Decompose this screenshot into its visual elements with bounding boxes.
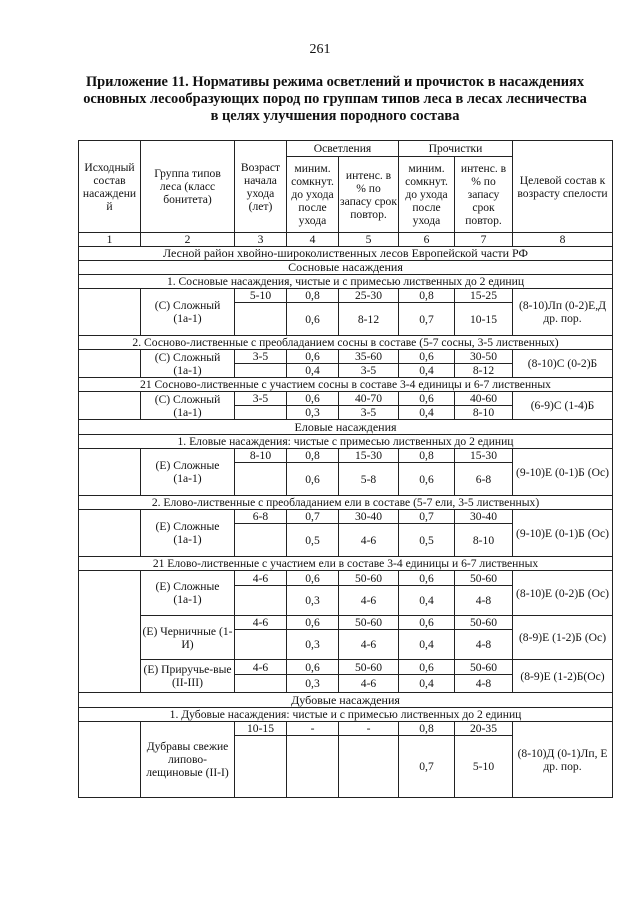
initial-composition-cell (79, 350, 141, 378)
initial-composition-cell (79, 510, 141, 557)
column-number: 6 (399, 233, 455, 247)
cleaning-intensity-cell: 8-12 (455, 364, 513, 378)
cleaning-intensity-cell: 8-10 (455, 406, 513, 420)
start-age-cell (235, 675, 287, 693)
clarify-density-cell: 0,4 (287, 364, 339, 378)
initial-composition-cell (79, 722, 141, 798)
column-number: 1 (79, 233, 141, 247)
region-row: Лесной район хвойно-широколиственных лесов Европейской части РФ (79, 247, 613, 261)
clarify-density-cell: 0,6 (287, 660, 339, 675)
cleaning-density-cell: 0,4 (399, 675, 455, 693)
cleaning-density-cell: 0,8 (399, 722, 455, 736)
clarify-density-cell: 0,3 (287, 406, 339, 420)
forest-type-cell: (С) Сложный (1а-1) (141, 392, 235, 420)
target-composition-cell: (9-10)Е (0-1)Б (Ос) (513, 510, 613, 557)
start-age-cell: 10-15 (235, 722, 287, 736)
header-forest-type: Группа типов леса (класс бонитета) (141, 141, 235, 233)
start-age-cell (235, 524, 287, 557)
page-number: 261 (309, 42, 331, 57)
start-age-cell: 4-6 (235, 571, 287, 586)
subsection-row: 1. Сосновые насаждения, чистые и с примесью лиственных до 2 единиц (79, 275, 613, 289)
cleaning-density-cell: 0,6 (399, 392, 455, 406)
target-composition-cell: (8-10)Е (0-2)Б (Ос) (513, 571, 613, 616)
clarify-intensity-cell: 30-40 (339, 510, 399, 524)
forest-type-cell: (С) Сложный (1а-1) (141, 350, 235, 378)
cleaning-density-cell: 0,6 (399, 571, 455, 586)
subsection-row: 1. Дубовые насаждения: чистые и с примесью лиственных до 2 единиц (79, 708, 613, 722)
header-target-composition: Целевой состав к возрасту спелости (513, 141, 613, 233)
clarify-density-cell: 0,8 (287, 289, 339, 303)
clarify-density-cell: - (287, 722, 339, 736)
section-row: Сосновые насаждения (79, 261, 613, 275)
forest-type-cell: Дубравы свежие липово-лещиновые (II-I) (141, 722, 235, 798)
subsection-row: 21 Елово-лиственные с участием ели в составе 3-4 единицы и 6-7 лиственных (79, 557, 613, 571)
section-row: Дубовые насаждения (79, 693, 613, 708)
start-age-cell: 8-10 (235, 449, 287, 463)
target-composition-cell: (8-10)Д (0-1)Лп, Е др. пор. (513, 722, 613, 798)
title-line: в целях улучшения породного состава (210, 108, 460, 124)
cleaning-density-cell: 0,6 (399, 616, 455, 630)
start-age-cell: 3-5 (235, 392, 287, 406)
clarify-intensity-cell: 50-60 (339, 571, 399, 586)
clarify-density-cell: 0,3 (287, 675, 339, 693)
cleaning-density-cell: 0,6 (399, 463, 455, 496)
target-composition-cell: (8-9)Е (1-2)Б(Ос) (513, 660, 613, 693)
column-number: 2 (141, 233, 235, 247)
forest-type-cell: (Е) Сложные (1а-1) (141, 510, 235, 557)
cleaning-intensity-cell: 4-8 (455, 675, 513, 693)
column-number: 8 (513, 233, 613, 247)
cleaning-density-cell: 0,4 (399, 630, 455, 660)
clarify-intensity-cell: 3-5 (339, 406, 399, 420)
title-line: основных лесообразующих пород по группам типов леса в лесах лесничества (83, 91, 587, 107)
clarify-density-cell: 0,6 (287, 303, 339, 336)
clarify-intensity-cell: 40-70 (339, 392, 399, 406)
clarify-density-cell: 0,8 (287, 449, 339, 463)
clarify-density-cell: 0,6 (287, 392, 339, 406)
target-composition-cell: (9-10)Е (0-1)Б (Ос) (513, 449, 613, 496)
cleaning-intensity-cell: 15-30 (455, 449, 513, 463)
cleaning-intensity-cell: 30-40 (455, 510, 513, 524)
clarify-density-cell: 0,7 (287, 510, 339, 524)
clarify-intensity-cell: 15-30 (339, 449, 399, 463)
clarify-density-cell: 0,5 (287, 524, 339, 557)
clarify-intensity-cell: 4-6 (339, 675, 399, 693)
cleaning-density-cell: 0,8 (399, 289, 455, 303)
cleaning-intensity-cell: 15-25 (455, 289, 513, 303)
header-intensity: интенс. в % по запасу срок повтор. (455, 157, 513, 233)
subsection-row: 2. Сосново-лиственные с преобладанием сосны в составе (5-7 сосны, 3-5 лиственных) (79, 336, 613, 350)
header-min-density: миним. сомкнут. до ухода после ухода (287, 157, 339, 233)
start-age-cell (235, 586, 287, 616)
cleaning-intensity-cell: 30-50 (455, 350, 513, 364)
start-age-cell (235, 463, 287, 496)
start-age-cell: 4-6 (235, 660, 287, 675)
cleaning-density-cell: 0,7 (399, 736, 455, 798)
clarify-intensity-cell: 50-60 (339, 660, 399, 675)
clarify-density-cell: 0,3 (287, 586, 339, 616)
cleaning-density-cell: 0,5 (399, 524, 455, 557)
cleaning-intensity-cell: 8-10 (455, 524, 513, 557)
subsection-row: 1. Еловые насаждения: чистые с примесью лиственных до 2 единиц (79, 435, 613, 449)
header-clarification: Осветления (287, 141, 399, 157)
start-age-cell (235, 303, 287, 336)
initial-composition-cell (79, 449, 141, 496)
clarify-intensity-cell: 4-6 (339, 630, 399, 660)
cleaning-intensity-cell: 50-60 (455, 616, 513, 630)
clarify-density-cell: 0,6 (287, 463, 339, 496)
clarify-density-cell: 0,6 (287, 616, 339, 630)
cleaning-density-cell: 0,6 (399, 350, 455, 364)
target-composition-cell: (8-9)Е (1-2)Б (Ос) (513, 616, 613, 660)
target-composition-cell: (6-9)С (1-4)Б (513, 392, 613, 420)
start-age-cell (235, 406, 287, 420)
cleaning-intensity-cell: 6-8 (455, 463, 513, 496)
norms-table (78, 140, 613, 798)
clarify-density-cell: 0,6 (287, 571, 339, 586)
start-age-cell: 6-8 (235, 510, 287, 524)
subsection-row: 2. Елово-лиственные с преобладанием ели в составе (5-7 ели, 3-5 лиственных) (79, 496, 613, 510)
forest-type-cell: (Е) Черничные (1-И) (141, 616, 235, 660)
cleaning-density-cell: 0,4 (399, 406, 455, 420)
header-cleaning: Прочистки (399, 141, 513, 157)
clarify-intensity-cell: 8-12 (339, 303, 399, 336)
start-age-cell: 3-5 (235, 350, 287, 364)
forest-type-cell: (Е) Приручье-вые (II-III) (141, 660, 235, 693)
start-age-cell: 5-10 (235, 289, 287, 303)
start-age-cell (235, 364, 287, 378)
section-row: Еловые насаждения (79, 420, 613, 435)
clarify-intensity-cell: - (339, 722, 399, 736)
forest-type-cell: (Е) Сложные (1а-1) (141, 449, 235, 496)
clarify-intensity-cell: 50-60 (339, 616, 399, 630)
clarify-density-cell: 0,3 (287, 630, 339, 660)
clarify-density-cell: 0,6 (287, 350, 339, 364)
cleaning-intensity-cell: 4-8 (455, 586, 513, 616)
cleaning-intensity-cell: 50-60 (455, 571, 513, 586)
target-composition-cell: (8-10)С (0-2)Б (513, 350, 613, 378)
initial-composition-cell (79, 392, 141, 420)
header-intensity: интенс. в % по запасу срок повтор. (339, 157, 399, 233)
clarify-density-cell (287, 736, 339, 798)
cleaning-intensity-cell: 20-35 (455, 722, 513, 736)
clarify-intensity-cell (339, 736, 399, 798)
header-start-age: Возраст начала ухода (лет) (235, 141, 287, 233)
column-number: 4 (287, 233, 339, 247)
start-age-cell: 4-6 (235, 616, 287, 630)
header-initial-composition: Исходный состав насаждени й (79, 141, 141, 233)
initial-composition-cell (79, 571, 141, 693)
forest-type-cell: (Е) Сложные (1а-1) (141, 571, 235, 616)
column-number: 3 (235, 233, 287, 247)
cleaning-density-cell: 0,8 (399, 449, 455, 463)
title-line: Приложение 11. Нормативы режима осветлений и прочисток в насаждениях (85, 74, 585, 90)
cleaning-intensity-cell: 4-8 (455, 630, 513, 660)
initial-composition-cell (79, 289, 141, 336)
page-title (60, 74, 610, 125)
start-age-cell (235, 630, 287, 660)
clarify-intensity-cell: 5-8 (339, 463, 399, 496)
target-composition-cell: (8-10)Лп (0-2)Е,Д др. пор. (513, 289, 613, 336)
clarify-intensity-cell: 4-6 (339, 524, 399, 557)
cleaning-intensity-cell: 5-10 (455, 736, 513, 798)
cleaning-density-cell: 0,4 (399, 364, 455, 378)
clarify-intensity-cell: 35-60 (339, 350, 399, 364)
forest-type-cell: (С) Сложный (1а-1) (141, 289, 235, 336)
subsection-row: 21 Сосново-лиственные с участием сосны в составе 3-4 единицы и 6-7 лиственных (79, 378, 613, 392)
cleaning-intensity-cell: 10-15 (455, 303, 513, 336)
start-age-cell (235, 736, 287, 798)
clarify-intensity-cell: 3-5 (339, 364, 399, 378)
cleaning-density-cell: 0,6 (399, 660, 455, 675)
cleaning-density-cell: 0,7 (399, 510, 455, 524)
cleaning-intensity-cell: 40-60 (455, 392, 513, 406)
column-number: 5 (339, 233, 399, 247)
column-number: 7 (455, 233, 513, 247)
header-min-density: миним. сомкнут. до ухода после ухода (399, 157, 455, 233)
clarify-intensity-cell: 4-6 (339, 586, 399, 616)
clarify-intensity-cell: 25-30 (339, 289, 399, 303)
cleaning-intensity-cell: 50-60 (455, 660, 513, 675)
cleaning-density-cell: 0,4 (399, 586, 455, 616)
cleaning-density-cell: 0,7 (399, 303, 455, 336)
